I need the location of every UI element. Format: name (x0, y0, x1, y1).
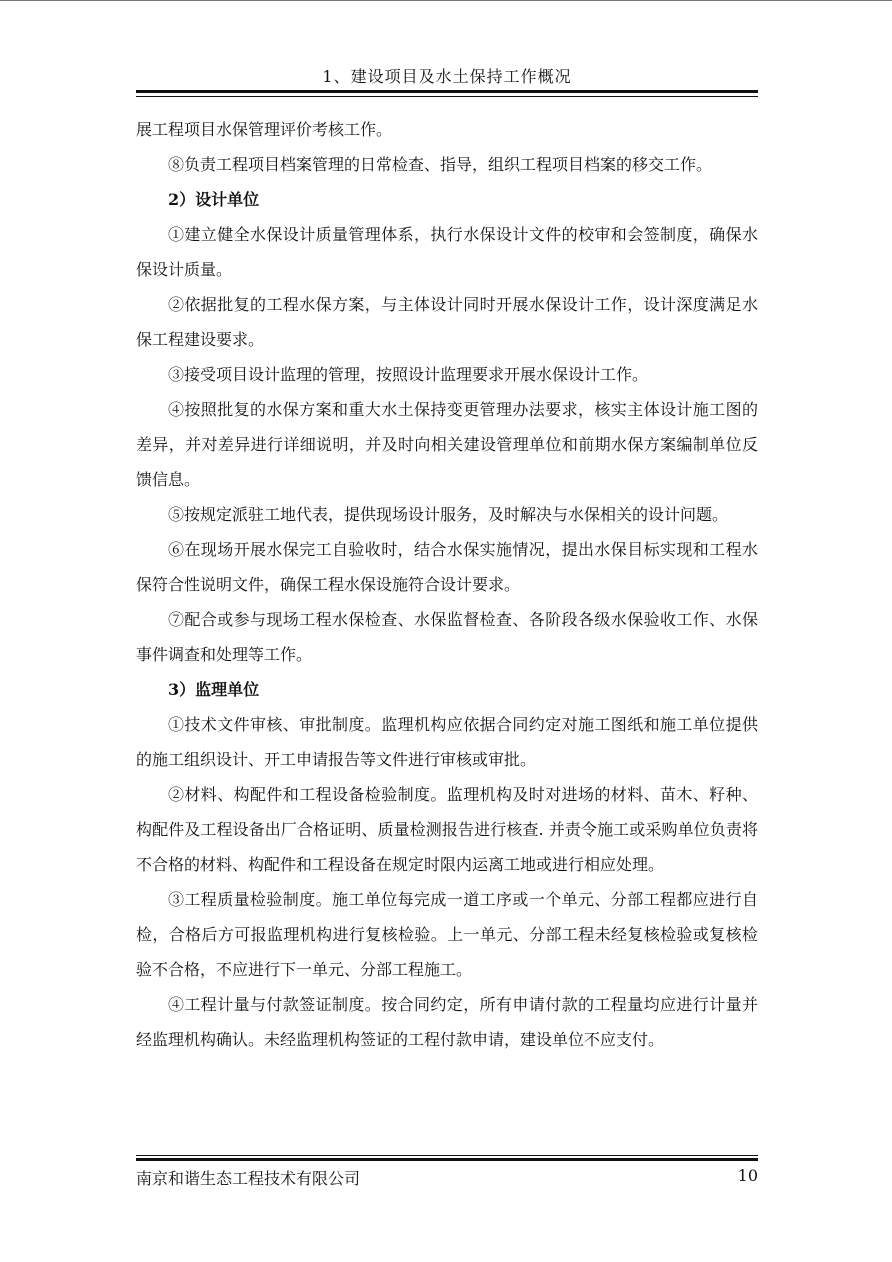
paragraph: ⑧负责工程项目档案管理的日常检查、指导，组织工程项目档案的移交工作。 (168, 155, 713, 174)
paragraph: ③接受项目设计监理的管理，按照设计监理要求开展水保设计工作。 (168, 365, 649, 384)
section-heading: 3）监理单位 (168, 680, 260, 699)
section-heading: 2）设计单位 (168, 190, 260, 209)
footer-company: 南京和谐生态工程技术有限公司 (136, 1169, 361, 1188)
page-number: 10 (737, 1166, 758, 1185)
paragraph: ⑥在现场开展水保完工自验收时，结合水保实施情况，提出水保目标实现和工程水保符合性说明文件，确保工程水保设施符合设计要求。 (136, 540, 758, 594)
page-header-title: 1、建设项目及水土保持工作概况 (322, 67, 572, 86)
page-top-border (0, 0, 892, 1)
paragraph: ①建立健全水保设计质量管理体系，执行水保设计文件的校审和会签制度，确保水保设计质量。 (136, 225, 758, 279)
document-body (136, 112, 758, 1057)
header-rule-thick (136, 90, 758, 93)
header-rule-thin (136, 96, 758, 97)
paragraph: 展工程项目水保管理评价考核工作。 (136, 120, 393, 139)
paragraph: ②材料、构配件和工程设备检验制度。监理机构及时对进场的材料、苗木、籽种、构配件及工程设备出厂合格证明、质量检测报告进行核查. 并责令施工或采购单位负责将不合格的材料、构配件和工程设备在规定时限内运离工地或进行相应处理。 (136, 785, 758, 874)
footer-rule-thin (136, 1155, 758, 1156)
paragraph: ①技术文件审核、审批制度。监理机构应依据合同约定对施工图纸和施工单位提供的施工组织设计、开工申请报告等文件进行审核或审批。 (136, 715, 758, 769)
paragraph: ②依据批复的工程水保方案，与主体设计同时开展水保设计工作，设计深度满足水保工程建设要求。 (136, 295, 758, 349)
paragraph: ③工程质量检验制度。施工单位每完成一道工序或一个单元、分部工程都应进行自检，合格后方可报监理机构进行复核检验。上一单元、分部工程未经复核检验或复核检验不合格，不应进行下一单元、分部工程施工。 (136, 890, 758, 979)
paragraph: ⑦配合或参与现场工程水保检查、水保监督检查、各阶段各级水保验收工作、水保事件调查和处理等工作。 (136, 610, 758, 664)
footer-rule-thick (136, 1158, 758, 1161)
paragraph: ④工程计量与付款签证制度。按合同约定，所有申请付款的工程量均应进行计量并经监理机构确认。未经监理机构签证的工程付款申请，建设单位不应支付。 (136, 995, 758, 1049)
paragraph: ④按照批复的水保方案和重大水土保持变更管理办法要求，核实主体设计施工图的差异，并对差异进行详细说明，并及时向相关建设管理单位和前期水保方案编制单位反馈信息。 (136, 400, 758, 489)
paragraph: ⑤按规定派驻工地代表，提供现场设计服务，及时解决与水保相关的设计问题。 (168, 505, 729, 524)
